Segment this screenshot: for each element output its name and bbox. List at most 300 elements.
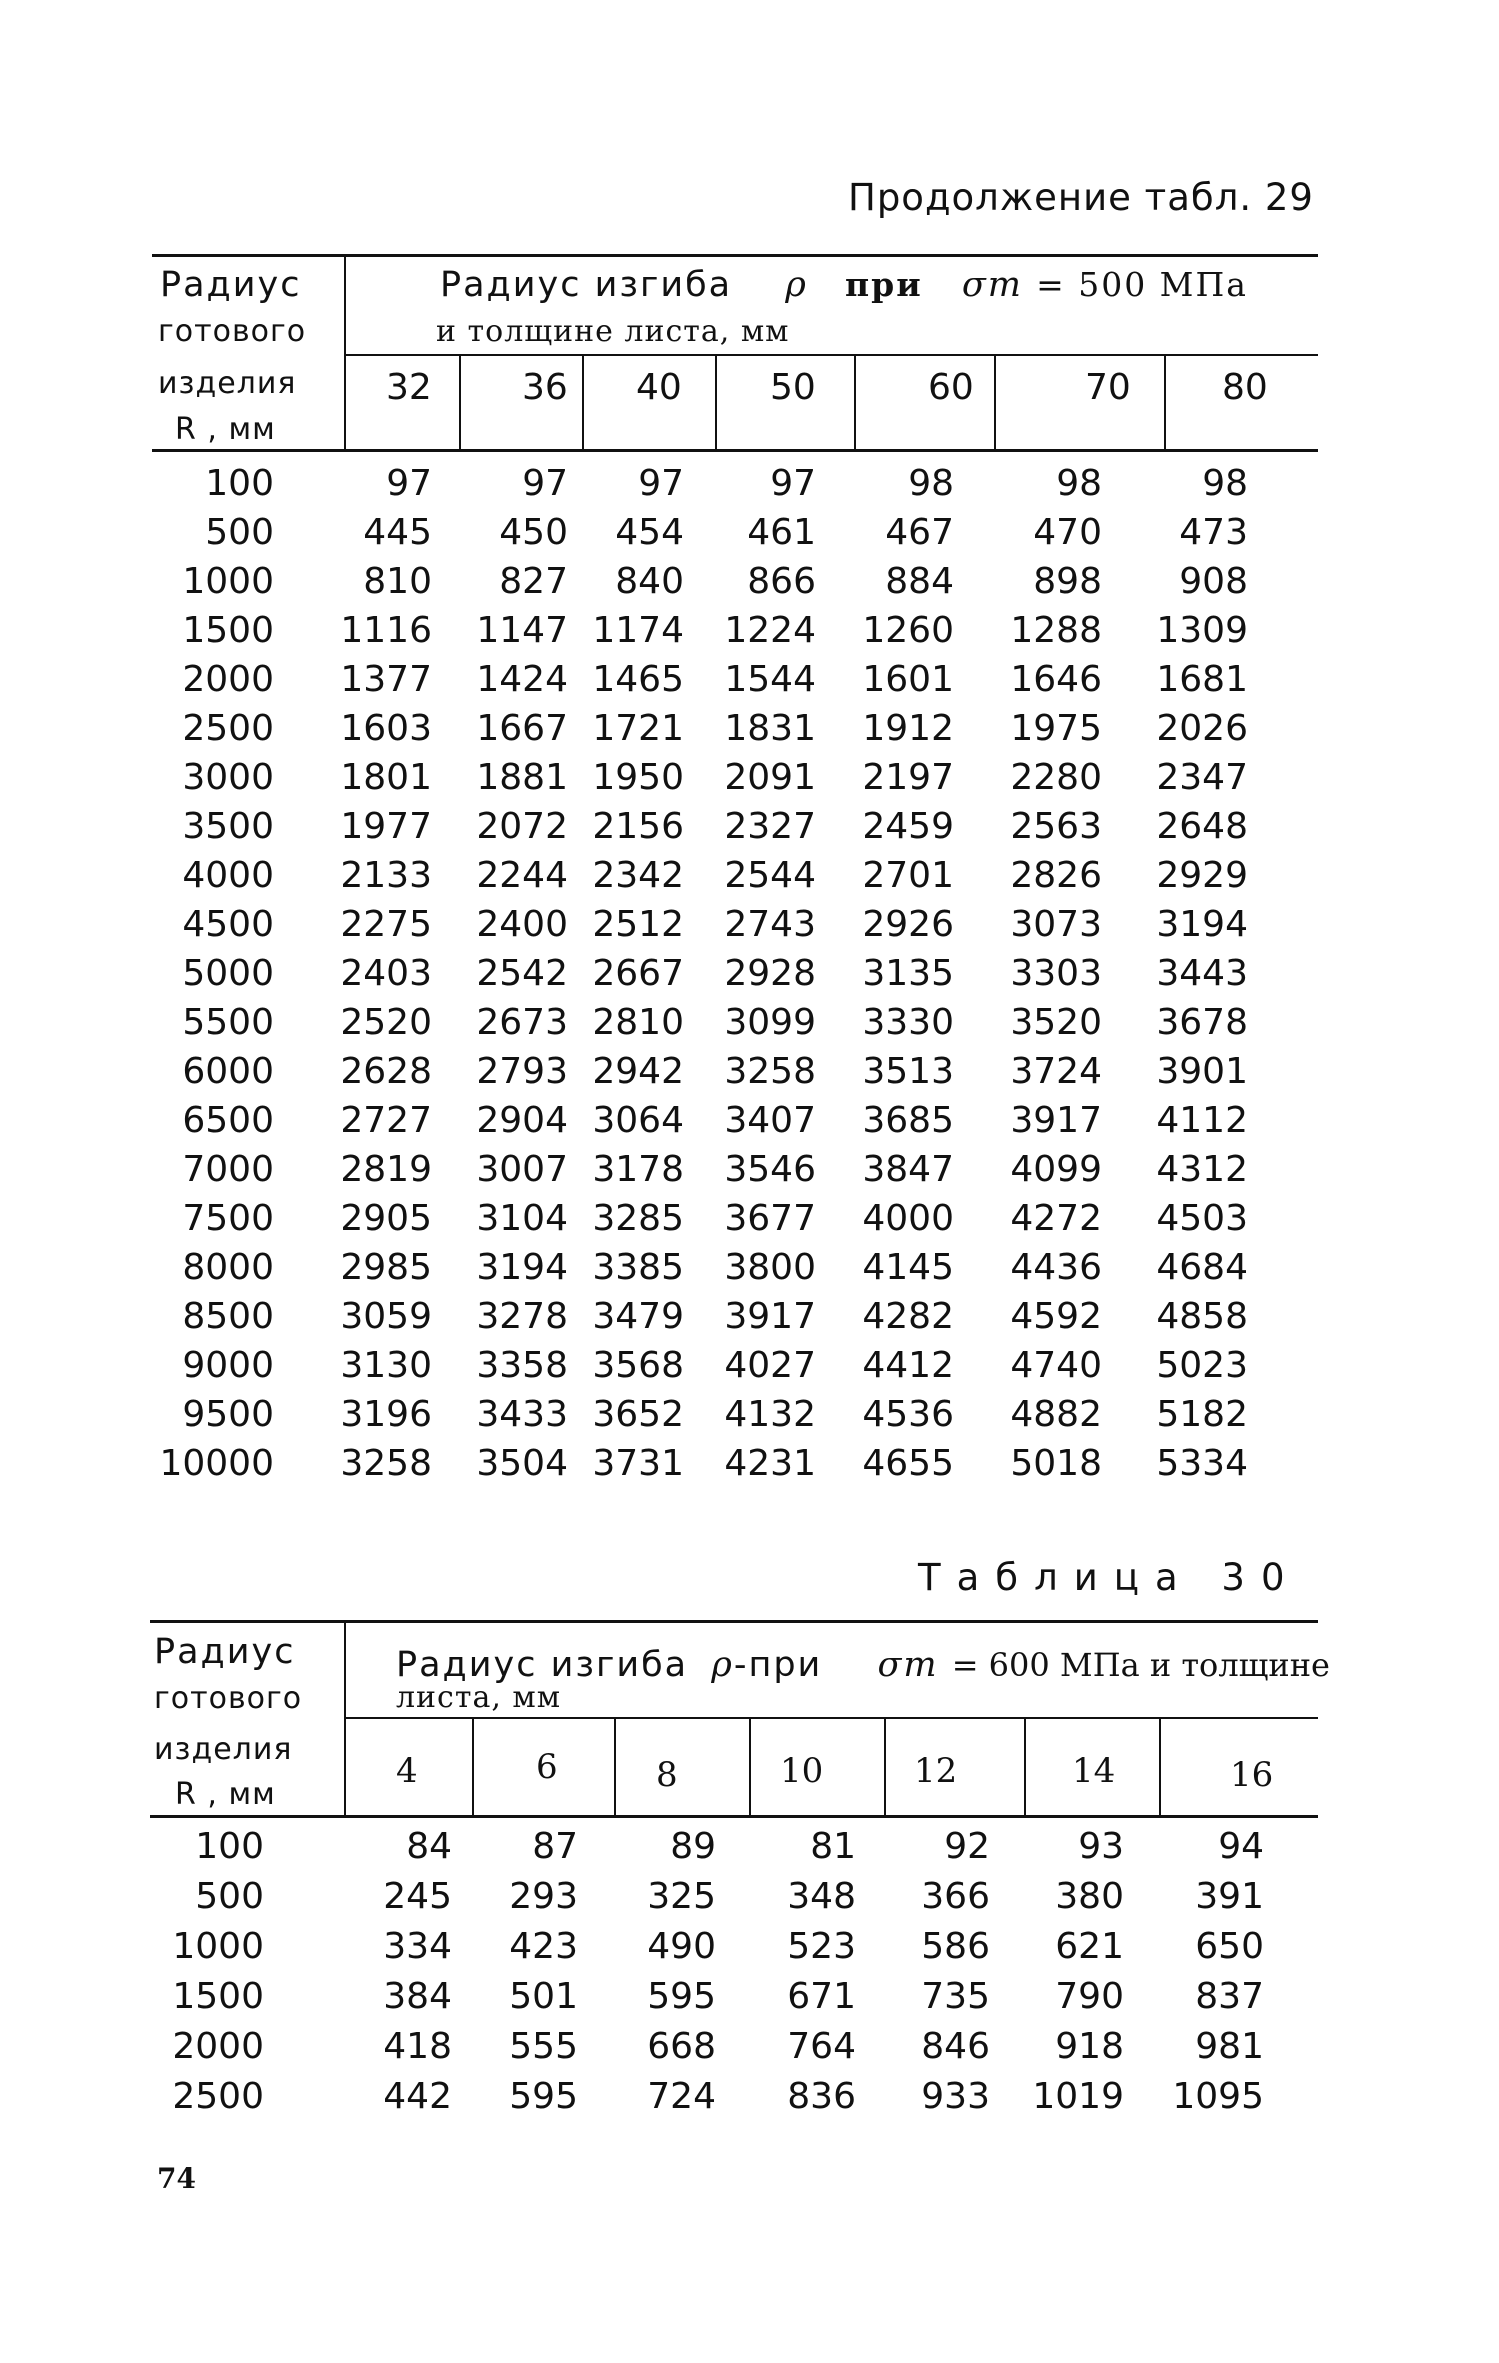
value-cell: 1721 bbox=[592, 708, 684, 749]
value-cell: 1975 bbox=[1010, 708, 1102, 749]
value-cell: 3917 bbox=[1010, 1100, 1102, 1141]
table-row bbox=[0, 1096, 1499, 1145]
table29-thickness-divider bbox=[582, 355, 584, 450]
table-row bbox=[0, 1194, 1499, 1243]
value-cell: 2928 bbox=[724, 953, 816, 994]
value-cell: 827 bbox=[499, 561, 568, 602]
value-cell: 2347 bbox=[1156, 757, 1248, 798]
value-cell: 4112 bbox=[1156, 1100, 1248, 1141]
value-cell: 1288 bbox=[1010, 610, 1102, 651]
table30-col0-header-line2: готового bbox=[154, 1681, 303, 1716]
table30-thickness-header: 14 bbox=[1072, 1751, 1116, 1791]
value-cell: 2929 bbox=[1156, 855, 1248, 896]
value-cell: 2905 bbox=[340, 1198, 432, 1239]
value-cell: 2826 bbox=[1010, 855, 1102, 896]
radius-cell: 100 bbox=[205, 463, 274, 504]
value-cell: 555 bbox=[509, 2026, 578, 2067]
value-cell: 418 bbox=[383, 2026, 452, 2067]
value-cell: 5018 bbox=[1010, 1443, 1102, 1484]
value-cell: 790 bbox=[1055, 1976, 1124, 2017]
table29-group-header-mid: при bbox=[844, 265, 923, 304]
value-cell: 908 bbox=[1179, 561, 1248, 602]
table30-col0-header-line1: Радиус bbox=[154, 1632, 296, 1672]
table-row bbox=[0, 459, 1499, 508]
table30-thickness-header: 16 bbox=[1230, 1755, 1274, 1795]
value-cell: 1881 bbox=[476, 757, 568, 798]
value-cell: 87 bbox=[532, 1826, 578, 1867]
value-cell: 1116 bbox=[340, 610, 432, 651]
value-cell: 5023 bbox=[1156, 1345, 1248, 1386]
table-row bbox=[0, 1341, 1499, 1390]
value-cell: 837 bbox=[1195, 1976, 1264, 2017]
value-cell: 4536 bbox=[862, 1394, 954, 1435]
table-row bbox=[0, 1145, 1499, 1194]
radius-cell: 4000 bbox=[182, 855, 274, 896]
table30-group-header-mid: -при bbox=[733, 1645, 823, 1685]
value-cell: 3917 bbox=[724, 1296, 816, 1337]
table30-thickness-header: 8 bbox=[656, 1755, 678, 1795]
table30-thickness-header: 4 bbox=[396, 1751, 418, 1791]
table-row bbox=[0, 1972, 1499, 2021]
value-cell: 3407 bbox=[724, 1100, 816, 1141]
value-cell: 2244 bbox=[476, 855, 568, 896]
value-cell: 3358 bbox=[476, 1345, 568, 1386]
value-cell: 2673 bbox=[476, 1002, 568, 1043]
table-row bbox=[0, 704, 1499, 753]
value-cell: 4027 bbox=[724, 1345, 816, 1386]
value-cell: 2727 bbox=[340, 1100, 432, 1141]
value-cell: 4312 bbox=[1156, 1149, 1248, 1190]
value-cell: 523 bbox=[787, 1926, 856, 1967]
table-row bbox=[0, 851, 1499, 900]
value-cell: 3724 bbox=[1010, 1051, 1102, 1092]
value-cell: 2793 bbox=[476, 1051, 568, 1092]
value-cell: 3678 bbox=[1156, 1002, 1248, 1043]
value-cell: 2926 bbox=[862, 904, 954, 945]
value-cell: 1424 bbox=[476, 659, 568, 700]
value-cell: 2819 bbox=[340, 1149, 432, 1190]
value-cell: 3385 bbox=[592, 1247, 684, 1288]
radius-cell: 1500 bbox=[172, 1976, 264, 2017]
table29-caption: Продолжение табл. 29 bbox=[848, 176, 1314, 219]
value-cell: 2520 bbox=[340, 1002, 432, 1043]
value-cell: 97 bbox=[770, 463, 816, 504]
value-cell: 1095 bbox=[1172, 2076, 1264, 2117]
table30-col0-header-line3: изделия bbox=[154, 1732, 293, 1767]
value-cell: 2563 bbox=[1010, 806, 1102, 847]
value-cell: 3099 bbox=[724, 1002, 816, 1043]
table-row bbox=[0, 900, 1499, 949]
value-cell: 84 bbox=[406, 1826, 452, 1867]
table-row bbox=[0, 949, 1499, 998]
table29-thickness-divider bbox=[459, 355, 461, 450]
value-cell: 2667 bbox=[592, 953, 684, 994]
value-cell: 2544 bbox=[724, 855, 816, 896]
value-cell: 1224 bbox=[724, 610, 816, 651]
value-cell: 3901 bbox=[1156, 1051, 1248, 1092]
table-row bbox=[0, 557, 1499, 606]
value-cell: 4132 bbox=[724, 1394, 816, 1435]
value-cell: 4282 bbox=[862, 1296, 954, 1337]
table30-thickness-divider bbox=[1159, 1718, 1161, 1816]
value-cell: 2197 bbox=[862, 757, 954, 798]
radius-cell: 9500 bbox=[182, 1394, 274, 1435]
value-cell: 445 bbox=[363, 512, 432, 553]
value-cell: 97 bbox=[638, 463, 684, 504]
radius-cell: 1000 bbox=[172, 1926, 264, 1967]
table-row bbox=[0, 1439, 1499, 1488]
value-cell: 2133 bbox=[340, 855, 432, 896]
value-cell: 1377 bbox=[340, 659, 432, 700]
value-cell: 4740 bbox=[1010, 1345, 1102, 1386]
value-cell: 325 bbox=[647, 1876, 716, 1917]
value-cell: 1667 bbox=[476, 708, 568, 749]
value-cell: 3443 bbox=[1156, 953, 1248, 994]
table-row bbox=[0, 508, 1499, 557]
table30-thickness-divider bbox=[884, 1718, 886, 1816]
table29-thickness-header: 50 bbox=[770, 367, 816, 408]
value-cell: 1601 bbox=[862, 659, 954, 700]
table-row bbox=[0, 1047, 1499, 1096]
value-cell: 3303 bbox=[1010, 953, 1102, 994]
page-number: 74 bbox=[157, 2162, 196, 2195]
value-cell: 671 bbox=[787, 1976, 856, 2017]
value-cell: 1801 bbox=[340, 757, 432, 798]
value-cell: 933 bbox=[921, 2076, 990, 2117]
value-cell: 4858 bbox=[1156, 1296, 1248, 1337]
value-cell: 4231 bbox=[724, 1443, 816, 1484]
radius-cell: 100 bbox=[195, 1826, 264, 1867]
value-cell: 3330 bbox=[862, 1002, 954, 1043]
value-cell: 1977 bbox=[340, 806, 432, 847]
value-cell: 668 bbox=[647, 2026, 716, 2067]
value-cell: 3258 bbox=[724, 1051, 816, 1092]
value-cell: 97 bbox=[386, 463, 432, 504]
value-cell: 3073 bbox=[1010, 904, 1102, 945]
value-cell: 4099 bbox=[1010, 1149, 1102, 1190]
radius-cell: 500 bbox=[205, 512, 274, 553]
radius-cell: 500 bbox=[195, 1876, 264, 1917]
value-cell: 4655 bbox=[862, 1443, 954, 1484]
value-cell: 2459 bbox=[862, 806, 954, 847]
value-cell: 384 bbox=[383, 1976, 452, 2017]
value-cell: 1147 bbox=[476, 610, 568, 651]
value-cell: 4145 bbox=[862, 1247, 954, 1288]
radius-cell: 3000 bbox=[182, 757, 274, 798]
radius-cell: 10000 bbox=[159, 1443, 274, 1484]
value-cell: 4592 bbox=[1010, 1296, 1102, 1337]
table29-group-header-line2: и толщине листа, мм bbox=[436, 314, 790, 349]
table30-col0-header-line4: R , мм bbox=[175, 1777, 276, 1812]
radius-cell: 7500 bbox=[182, 1198, 274, 1239]
value-cell: 586 bbox=[921, 1926, 990, 1967]
value-cell: 97 bbox=[522, 463, 568, 504]
value-cell: 245 bbox=[383, 1876, 452, 1917]
table29-group-header-tail: = 500 МПа bbox=[1036, 265, 1248, 304]
table29-thickness-header: 32 bbox=[386, 367, 432, 408]
value-cell: 334 bbox=[383, 1926, 452, 1967]
value-cell: 918 bbox=[1055, 2026, 1124, 2067]
radius-cell: 5500 bbox=[182, 1002, 274, 1043]
rho-symbol: ρ bbox=[785, 265, 808, 305]
value-cell: 3504 bbox=[476, 1443, 568, 1484]
value-cell: 3194 bbox=[476, 1247, 568, 1288]
table-row bbox=[0, 655, 1499, 704]
value-cell: 3007 bbox=[476, 1149, 568, 1190]
value-cell: 4882 bbox=[1010, 1394, 1102, 1435]
value-cell: 454 bbox=[615, 512, 684, 553]
table29-thickness-divider bbox=[1164, 355, 1166, 450]
table30-thickness-divider bbox=[614, 1718, 616, 1816]
value-cell: 1465 bbox=[592, 659, 684, 700]
table29-top-rule bbox=[152, 254, 1318, 257]
table30-thickness-header: 10 bbox=[780, 1751, 824, 1791]
value-cell: 595 bbox=[647, 1976, 716, 2017]
value-cell: 366 bbox=[921, 1876, 990, 1917]
table30-top-rule bbox=[150, 1620, 1318, 1623]
value-cell: 501 bbox=[509, 1976, 578, 2017]
value-cell: 810 bbox=[363, 561, 432, 602]
radius-cell: 5000 bbox=[182, 953, 274, 994]
value-cell: 380 bbox=[1055, 1876, 1124, 1917]
value-cell: 348 bbox=[787, 1876, 856, 1917]
table-row bbox=[0, 802, 1499, 851]
value-cell: 2342 bbox=[592, 855, 684, 896]
value-cell: 391 bbox=[1195, 1876, 1264, 1917]
table30-thickness-divider bbox=[749, 1718, 751, 1816]
sigma-symbol: σт bbox=[877, 1645, 939, 1685]
sigma-symbol: σт bbox=[961, 265, 1023, 305]
value-cell: 2072 bbox=[476, 806, 568, 847]
value-cell: 94 bbox=[1218, 1826, 1264, 1867]
value-cell: 981 bbox=[1195, 2026, 1264, 2067]
table30-group-header-text: Радиус изгиба bbox=[396, 1645, 689, 1685]
value-cell: 3059 bbox=[340, 1296, 432, 1337]
value-cell: 470 bbox=[1033, 512, 1102, 553]
table30-thickness-header: 6 bbox=[536, 1747, 558, 1787]
value-cell: 461 bbox=[747, 512, 816, 553]
table29-thickness-header: 70 bbox=[1085, 367, 1131, 408]
table29-thickness-header: 80 bbox=[1222, 367, 1268, 408]
value-cell: 4436 bbox=[1010, 1247, 1102, 1288]
table29-col0-header-line1: Радиус bbox=[160, 265, 302, 305]
radius-cell: 2000 bbox=[172, 2026, 264, 2067]
value-cell: 3731 bbox=[592, 1443, 684, 1484]
value-cell: 1646 bbox=[1010, 659, 1102, 700]
table-row bbox=[0, 1292, 1499, 1341]
value-cell: 836 bbox=[787, 2076, 856, 2117]
value-cell: 293 bbox=[509, 1876, 578, 1917]
value-cell: 93 bbox=[1078, 1826, 1124, 1867]
value-cell: 1019 bbox=[1032, 2076, 1124, 2117]
value-cell: 3520 bbox=[1010, 1002, 1102, 1043]
table30-thickness-divider bbox=[1024, 1718, 1026, 1816]
value-cell: 2280 bbox=[1010, 757, 1102, 798]
value-cell: 89 bbox=[670, 1826, 716, 1867]
value-cell: 2026 bbox=[1156, 708, 1248, 749]
table29-thickness-header: 60 bbox=[928, 367, 974, 408]
value-cell: 3677 bbox=[724, 1198, 816, 1239]
value-cell: 3546 bbox=[724, 1149, 816, 1190]
value-cell: 2648 bbox=[1156, 806, 1248, 847]
radius-cell: 2500 bbox=[182, 708, 274, 749]
value-cell: 2743 bbox=[724, 904, 816, 945]
value-cell: 3652 bbox=[592, 1394, 684, 1435]
table29-thickness-header: 36 bbox=[522, 367, 568, 408]
table-row bbox=[0, 1822, 1499, 1871]
value-cell: 1950 bbox=[592, 757, 684, 798]
table-row bbox=[0, 1243, 1499, 1292]
table29-thickness-header: 40 bbox=[636, 367, 682, 408]
table29-col0-header-line2: готового bbox=[158, 314, 307, 349]
radius-cell: 8000 bbox=[182, 1247, 274, 1288]
table30-subheader-rule bbox=[345, 1717, 1318, 1719]
radius-cell: 6500 bbox=[182, 1100, 274, 1141]
value-cell: 473 bbox=[1179, 512, 1248, 553]
table29-thickness-divider bbox=[715, 355, 717, 450]
table-row bbox=[0, 753, 1499, 802]
value-cell: 1681 bbox=[1156, 659, 1248, 700]
table30-group-header-tail: = 600 МПа и толщине bbox=[951, 1646, 1330, 1684]
value-cell: 98 bbox=[1202, 463, 1248, 504]
table30-caption: Таблица 30 bbox=[918, 1556, 1301, 1599]
value-cell: 1309 bbox=[1156, 610, 1248, 651]
table29-thickness-divider bbox=[854, 355, 856, 450]
value-cell: 1603 bbox=[340, 708, 432, 749]
value-cell: 898 bbox=[1033, 561, 1102, 602]
value-cell: 3685 bbox=[862, 1100, 954, 1141]
value-cell: 1544 bbox=[724, 659, 816, 700]
value-cell: 840 bbox=[615, 561, 684, 602]
value-cell: 2091 bbox=[724, 757, 816, 798]
value-cell: 4412 bbox=[862, 1345, 954, 1386]
table29-thickness-divider bbox=[994, 355, 996, 450]
value-cell: 2327 bbox=[724, 806, 816, 847]
value-cell: 3104 bbox=[476, 1198, 568, 1239]
value-cell: 2904 bbox=[476, 1100, 568, 1141]
radius-cell: 4500 bbox=[182, 904, 274, 945]
table-row bbox=[0, 2022, 1499, 2071]
radius-cell: 1500 bbox=[182, 610, 274, 651]
radius-cell: 8500 bbox=[182, 1296, 274, 1337]
table-row bbox=[0, 1390, 1499, 1439]
value-cell: 4000 bbox=[862, 1198, 954, 1239]
value-cell: 1174 bbox=[592, 610, 684, 651]
table29-group-header-text: Радиус изгиба bbox=[440, 265, 733, 305]
value-cell: 2400 bbox=[476, 904, 568, 945]
value-cell: 764 bbox=[787, 2026, 856, 2067]
value-cell: 98 bbox=[908, 463, 954, 504]
value-cell: 490 bbox=[647, 1926, 716, 1967]
value-cell: 442 bbox=[383, 2076, 452, 2117]
value-cell: 724 bbox=[647, 2076, 716, 2117]
value-cell: 5182 bbox=[1156, 1394, 1248, 1435]
radius-cell: 9000 bbox=[182, 1345, 274, 1386]
radius-cell: 6000 bbox=[182, 1051, 274, 1092]
value-cell: 2985 bbox=[340, 1247, 432, 1288]
value-cell: 2275 bbox=[340, 904, 432, 945]
value-cell: 3847 bbox=[862, 1149, 954, 1190]
radius-cell: 1000 bbox=[182, 561, 274, 602]
table29-subheader-rule bbox=[345, 354, 1318, 356]
value-cell: 3178 bbox=[592, 1149, 684, 1190]
table-row bbox=[0, 2072, 1499, 2121]
value-cell: 621 bbox=[1055, 1926, 1124, 1967]
rho-symbol: ρ bbox=[711, 1645, 734, 1685]
value-cell: 2701 bbox=[862, 855, 954, 896]
value-cell: 3513 bbox=[862, 1051, 954, 1092]
value-cell: 2512 bbox=[592, 904, 684, 945]
table29-col0-header-line3: изделия bbox=[158, 366, 297, 401]
value-cell: 3479 bbox=[592, 1296, 684, 1337]
radius-cell: 3500 bbox=[182, 806, 274, 847]
value-cell: 3278 bbox=[476, 1296, 568, 1337]
radius-cell: 7000 bbox=[182, 1149, 274, 1190]
value-cell: 3433 bbox=[476, 1394, 568, 1435]
value-cell: 650 bbox=[1195, 1926, 1264, 1967]
value-cell: 1831 bbox=[724, 708, 816, 749]
table30-group-header bbox=[396, 1645, 1330, 1685]
value-cell: 2628 bbox=[340, 1051, 432, 1092]
value-cell: 467 bbox=[885, 512, 954, 553]
value-cell: 98 bbox=[1056, 463, 1102, 504]
value-cell: 92 bbox=[944, 1826, 990, 1867]
table30-col0-divider bbox=[344, 1622, 346, 1816]
value-cell: 3258 bbox=[340, 1443, 432, 1484]
value-cell: 4503 bbox=[1156, 1198, 1248, 1239]
value-cell: 3194 bbox=[1156, 904, 1248, 945]
table29-col0-divider bbox=[344, 256, 346, 450]
value-cell: 3130 bbox=[340, 1345, 432, 1386]
value-cell: 3064 bbox=[592, 1100, 684, 1141]
value-cell: 3285 bbox=[592, 1198, 684, 1239]
table29-group-header bbox=[440, 265, 1248, 305]
value-cell: 81 bbox=[810, 1826, 856, 1867]
table-row bbox=[0, 606, 1499, 655]
value-cell: 2156 bbox=[592, 806, 684, 847]
value-cell: 3568 bbox=[592, 1345, 684, 1386]
table30-group-header-line2: листа, мм bbox=[396, 1680, 562, 1715]
value-cell: 3196 bbox=[340, 1394, 432, 1435]
table30-thickness-divider bbox=[472, 1718, 474, 1816]
value-cell: 1260 bbox=[862, 610, 954, 651]
value-cell: 2942 bbox=[592, 1051, 684, 1092]
value-cell: 3135 bbox=[862, 953, 954, 994]
value-cell: 5334 bbox=[1156, 1443, 1248, 1484]
table-row bbox=[0, 1872, 1499, 1921]
radius-cell: 2500 bbox=[172, 2076, 264, 2117]
value-cell: 735 bbox=[921, 1976, 990, 2017]
value-cell: 846 bbox=[921, 2026, 990, 2067]
value-cell: 4272 bbox=[1010, 1198, 1102, 1239]
value-cell: 450 bbox=[499, 512, 568, 553]
value-cell: 2542 bbox=[476, 953, 568, 994]
value-cell: 866 bbox=[747, 561, 816, 602]
value-cell: 2810 bbox=[592, 1002, 684, 1043]
table-row bbox=[0, 998, 1499, 1047]
table-row bbox=[0, 1922, 1499, 1971]
table30-header-bottom-rule bbox=[150, 1815, 1318, 1818]
table29-header-bottom-rule bbox=[152, 449, 1318, 452]
value-cell: 3800 bbox=[724, 1247, 816, 1288]
table29-col0-header-line4: R , мм bbox=[175, 412, 276, 447]
value-cell: 2403 bbox=[340, 953, 432, 994]
value-cell: 4684 bbox=[1156, 1247, 1248, 1288]
value-cell: 1912 bbox=[862, 708, 954, 749]
value-cell: 423 bbox=[509, 1926, 578, 1967]
table30-thickness-header: 12 bbox=[914, 1751, 958, 1791]
value-cell: 884 bbox=[885, 561, 954, 602]
